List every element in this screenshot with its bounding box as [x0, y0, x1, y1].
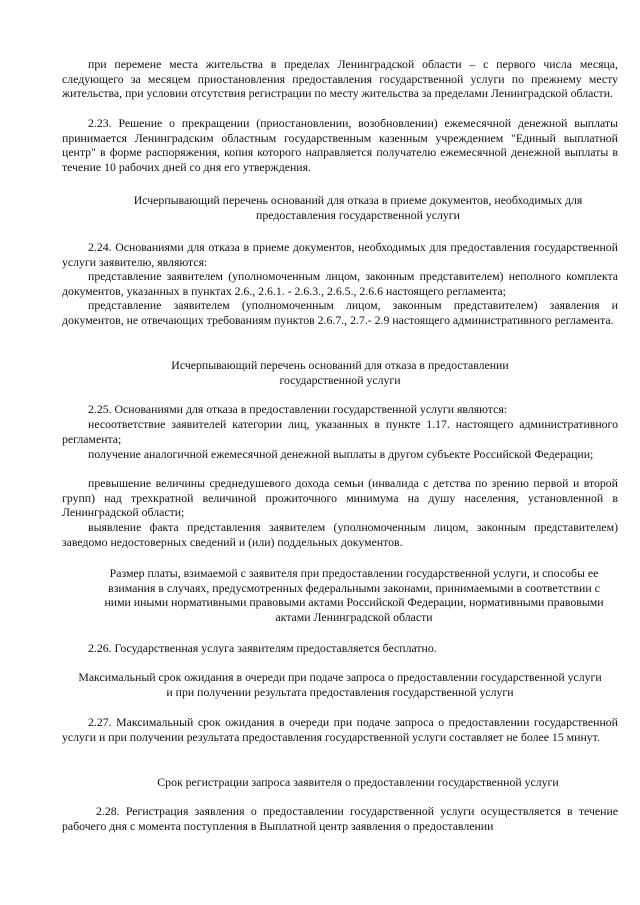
- section-heading-refusal-service: Исчерпывающий перечень оснований для отказа в предоставлении государственной услуги: [171, 358, 509, 387]
- paragraph-2-25-item-b: получение аналогичной ежемесячной денежной выплаты в другом субъекте Российской Федерации;: [88, 447, 594, 461]
- paragraph-2-24: 2.24. Основаниями для отказа в приеме документов, необходимых для предоставления государственной услуги заявителю, являются:: [62, 240, 618, 269]
- paragraph-2-23: 2.23. Решение о прекращении (приостановлении, возобновлении) ежемесячной денежной выплаты принимается Ленинградским областным государственным казенным учреждением "Единый выплатной центр" в форме распоряжения, копия которого направляется получателю ежемесячной денежной выплаты в течение 10 рабочих дней со дня его утверждения.: [62, 116, 618, 174]
- paragraph-continuation: при перемене места жительства в пределах Ленинградской области – с первого числа месяца, следующего за месяцем приостановления предоставления государственной услуги по прежнему месту жительства, при условии отсутствия регистрации по месту жительства за пределами Ленинградской области.: [62, 57, 618, 101]
- paragraph-2-25: 2.25. Основаниями для отказа в предоставлении государственной услуги являются:: [88, 402, 508, 416]
- paragraph-2-25-item-d: выявление факта представления заявителем (уполномоченным лицом, законным представителем) заведомо недостоверных сведений и (или) поддельных документов.: [62, 520, 618, 549]
- section-heading-queue-time: Максимальный срок ожидания в очереди при подаче запроса о предоставлении государственной услуги и при получении результата предоставления государственной услуги: [78, 670, 602, 699]
- paragraph-2-26: 2.26. Государственная услуга заявителям предоставляется бесплатно.: [88, 641, 437, 655]
- section-heading-registration-time: Срок регистрации запроса заявителя о предоставлении государственной услуги: [157, 775, 559, 789]
- paragraph-2-28: 2.28. Регистрация заявления о предоставлении государственной услуги осуществляется в течение рабочего дня с момента поступления в Выплатной центр заявления о предоставлении: [62, 804, 618, 833]
- paragraph-2-24-item-b: представление заявителем (уполномоченным лицом, законным представителем) заявления и документов, не отвечающих требованиям пунктов 2.6.7., 2.7.- 2.9 настоящего административного регламента.: [62, 298, 618, 327]
- section-heading-fee: Размер платы, взимаемой с заявителя при предоставлении государственной услуги, и способы ее взимания в случаях, предусмотренных федеральными законами, принимаемыми в соответствии с ними иными нормативными правовыми актами Российской Федерации, нормативными правовыми актами Ленинградской области: [104, 566, 604, 624]
- paragraph-2-24-item-a: представление заявителем (уполномоченным лицом, законным представителем) неполного комплекта документов, указанных в пунктах 2.6., 2.6.1. - 2.6.3., 2.6.5., 2.6.6 настоящего регламента;: [62, 269, 618, 298]
- paragraph-2-25-item-c: превышение величины среднедушевого дохода семьи (инвалида с детства по зрению первой и второй групп) над трехкратной величиной прожиточного минимума на душу населения, установленной в Ленинградской области;: [62, 476, 618, 520]
- paragraph-2-25-item-a: несоответствие заявителей категории лиц, указанных в пункте 1.17. настоящего административного регламента;: [62, 417, 618, 446]
- paragraph-2-27: 2.27. Максимальный срок ожидания в очереди при подаче запроса о предоставлении государственной услуги и при получении результата предоставления государственной услуги составляет не более 15 минут.: [62, 715, 618, 744]
- section-heading-refusal-documents: Исчерпывающий перечень оснований для отказа в приеме документов, необходимых для предоставления государственной услуги: [133, 193, 583, 222]
